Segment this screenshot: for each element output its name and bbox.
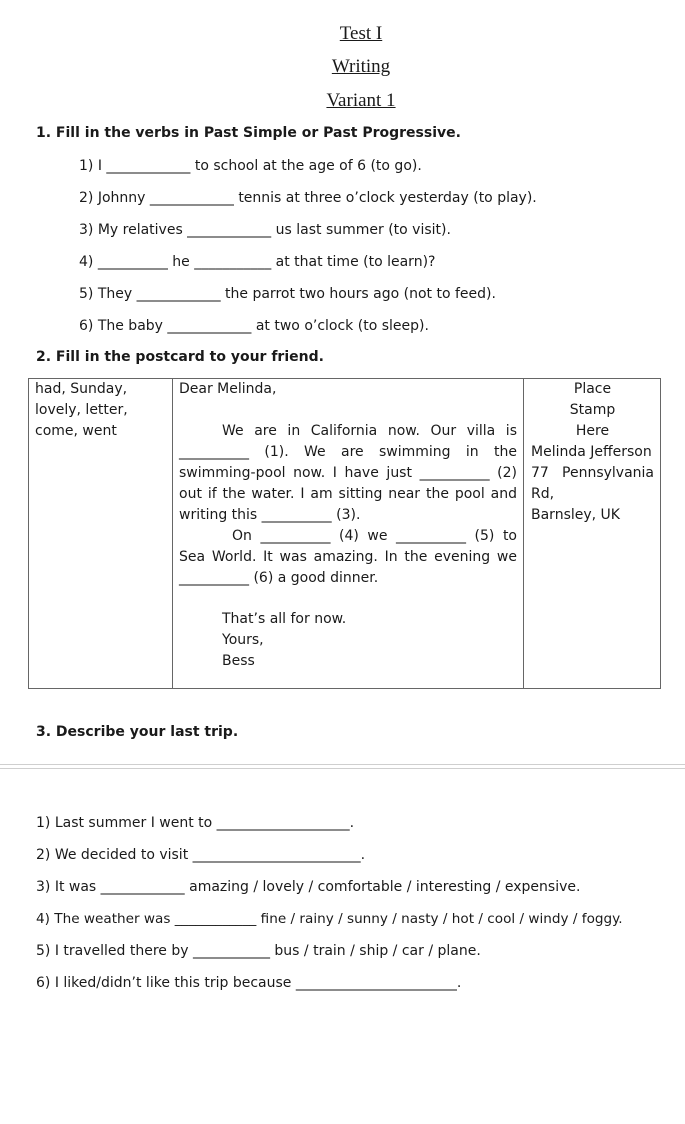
variant-label: Variant 1: [326, 90, 396, 111]
test-title: Test I: [339, 23, 383, 44]
section3-heading: 3. Describe your last trip.: [36, 724, 239, 740]
section1-item: 6) The baby ____________ at two o’clock (to sleep).: [79, 318, 429, 334]
section3-item: 6) I liked/didn’t like this trip because _______________________.: [36, 975, 462, 991]
letter-signature: Bess: [222, 653, 255, 669]
page-break-line: [0, 768, 685, 769]
page-break-line: [0, 764, 685, 765]
section1-item: 4) __________ he ___________ at that time (to learn)?: [79, 254, 436, 270]
section1-item: 2) Johnny ____________ tennis at three o’clock yesterday (to play).: [79, 190, 537, 206]
section3-item: 3) It was ____________ amazing / lovely / comfortable / interesting / expensive.: [36, 879, 581, 895]
writing-subtitle: Writing: [331, 56, 391, 77]
letter-line: out if the water. I am sitting near the pool and: [179, 486, 517, 502]
letter-greeting: Dear Melinda,: [179, 381, 277, 397]
section3-item: 1) Last summer I went to ___________________.: [36, 815, 355, 831]
address-line: 77 Pennsylvania: [531, 465, 654, 481]
section3-item: 5) I travelled there by ___________ bus / train / ship / car / plane.: [36, 943, 481, 959]
section1-heading: 1. Fill in the verbs in Past Simple or Past Progressive.: [36, 125, 461, 141]
letter-line: swimming-pool now. I have just __________ (2): [179, 465, 517, 481]
postcard-divider-left: [172, 378, 173, 689]
section1-item: 3) My relatives ____________ us last summer (to visit).: [79, 222, 451, 238]
section3-item: 4) The weather was ____________ fine / rainy / sunny / nasty / hot / cool / windy / foggy.: [36, 911, 623, 927]
letter-line: __________ (1). We are swimming in the: [179, 444, 517, 460]
letter-closing: That’s all for now.: [222, 611, 347, 627]
word-bank-line: had, Sunday,: [35, 381, 128, 397]
stamp-line: Here: [575, 423, 610, 439]
address-line: Barnsley, UK: [531, 507, 620, 523]
word-bank-line: lovely, letter,: [35, 402, 128, 418]
letter-closing: Yours,: [222, 632, 264, 648]
letter-line: __________ (6) a good dinner.: [179, 570, 379, 586]
address-line: Rd,: [531, 486, 555, 502]
stamp-line: Place: [573, 381, 612, 397]
word-bank-line: come, went: [35, 423, 117, 439]
letter-line: writing this __________ (3).: [179, 507, 361, 523]
address-line: Melinda Jefferson: [531, 444, 652, 460]
section1-item: 1) I ____________ to school at the age of 6 (to go).: [79, 158, 422, 174]
letter-line: On __________ (4) we __________ (5) to: [232, 528, 517, 544]
section1-item: 5) They ____________ the parrot two hours ago (not to feed).: [79, 286, 496, 302]
section3-item: 2) We decided to visit ________________________.: [36, 847, 366, 863]
letter-line: We are in California now. Our villa is: [222, 423, 517, 439]
section2-heading: 2. Fill in the postcard to your friend.: [36, 349, 324, 365]
stamp-line: Stamp: [569, 402, 616, 418]
letter-line: Sea World. It was amazing. In the evening we: [179, 549, 517, 565]
